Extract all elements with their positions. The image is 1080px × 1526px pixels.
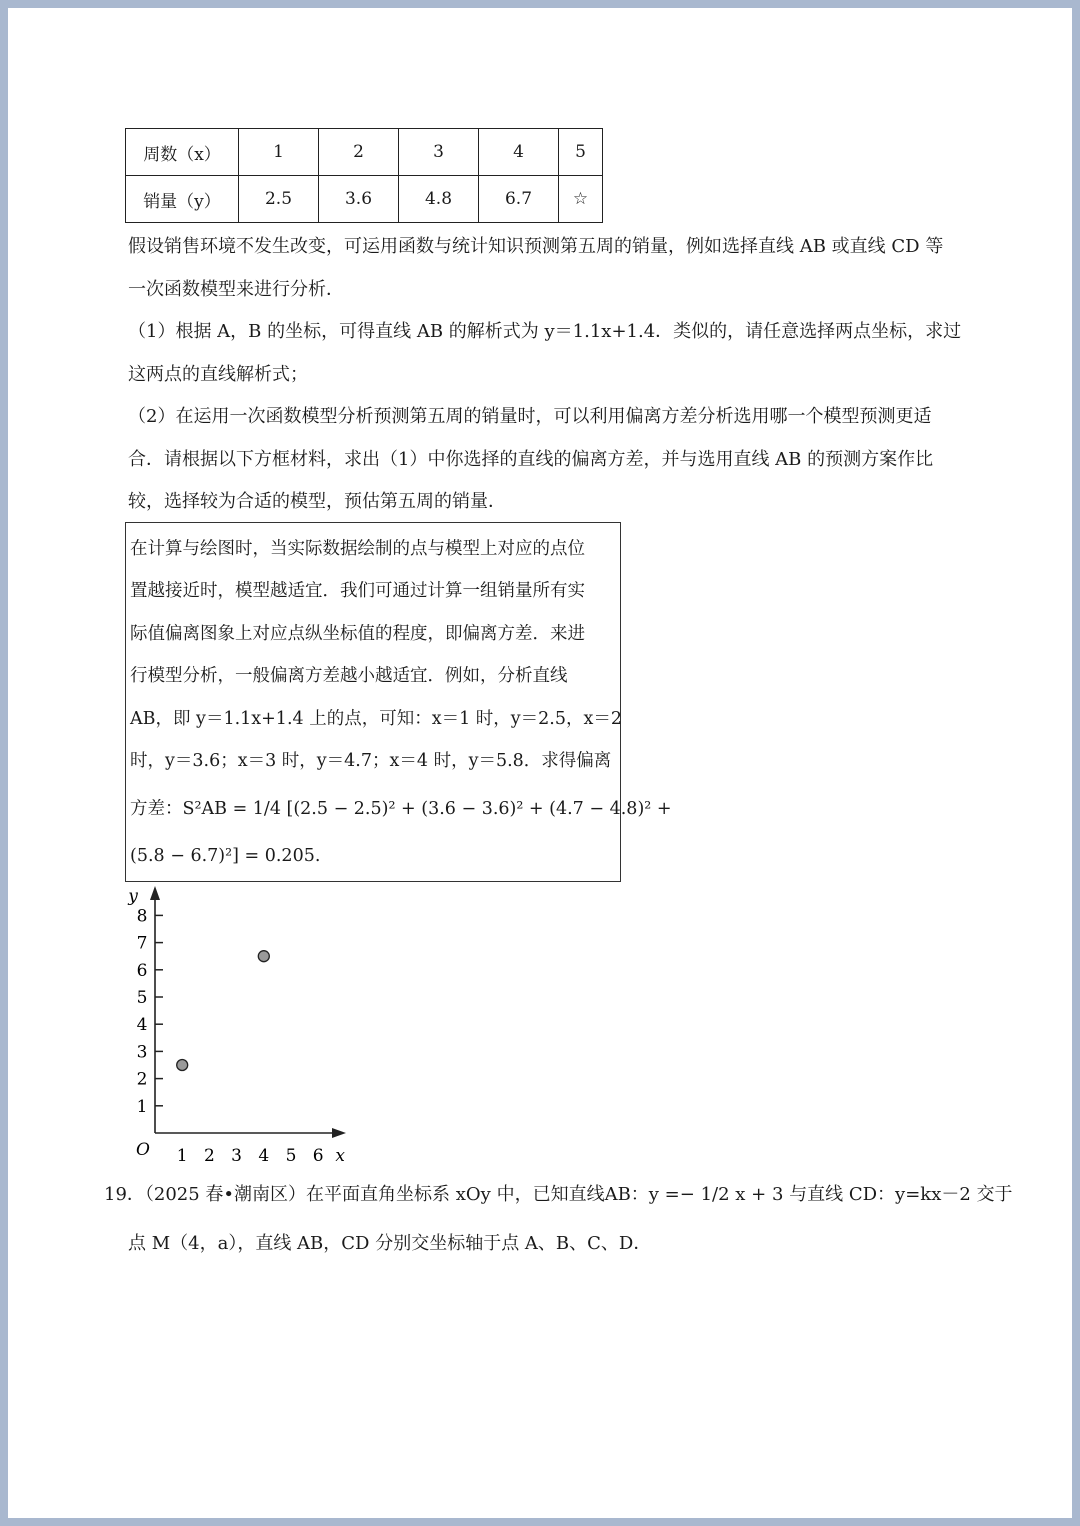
header-cell: 3 <box>399 129 479 176</box>
y-tick-label: 5 <box>136 988 148 1008</box>
x-tick-label: 5 <box>285 1146 297 1166</box>
y-tick-label: 6 <box>136 960 148 981</box>
row-cell: 3.6 <box>319 176 399 223</box>
document-page <box>8 8 1072 1518</box>
row-cell: 6.7 <box>479 176 559 223</box>
x-tick-label: 1 <box>176 1146 188 1166</box>
header-cell: 2 <box>319 129 399 176</box>
y-tick-label: 7 <box>136 933 148 954</box>
paragraph-line: 一次函数模型来进行分析． <box>128 279 344 300</box>
x-tick-label: 4 <box>258 1146 270 1166</box>
ticks-group <box>127 886 345 1166</box>
box-line: 行模型分析，一般偏离方差越小越适宜．例如，分析直线 <box>130 666 568 686</box>
y-tick-label: 2 <box>136 1069 148 1090</box>
x-axis-arrow <box>332 1128 346 1138</box>
question-19-line1: 19．（2025 春•潮南区）在平面直角坐标系 xOy 中，已知直线AB：y =− 1/2 x + 3 与直线 CD：y=kx－2 交于 <box>104 1184 1013 1205</box>
row-cell: 销量（y） <box>126 176 239 223</box>
paragraph-line: （2）在运用一次函数模型分析预测第五周的销量时，可以利用偏离方差分析选用哪一个模型预测更适 <box>128 406 932 427</box>
box-formula-line: 方差：S²AB = 1/4 [(2.5 − 2.5)² + (3.6 − 3.6)² + (4.7 − 4.8)² + <box>130 799 672 819</box>
box-line: 时，y＝3.6；x＝3 时，y＝4.7；x＝4 时，y＝5.8．求得偏离 <box>130 751 612 771</box>
paragraph-line: 假设销售环境不发生改变，可运用函数与统计知识预测第五周的销量，例如选择直线 AB 或直线 CD 等 <box>128 236 944 257</box>
box-line: AB，即 y＝1.1x+1.4 上的点，可知：x＝1 时，y＝2.5，x＝2 <box>130 709 622 729</box>
y-tick-label: 8 <box>136 906 148 927</box>
origin-label: O <box>136 1140 150 1160</box>
scatter-point <box>177 1060 188 1071</box>
paragraph-line: 较，选择较为合适的模型，预估第五周的销量． <box>128 491 506 512</box>
paragraph-line: 这两点的直线解析式； <box>128 364 308 385</box>
row-cell: ☆ <box>559 176 603 223</box>
box-line: 置越接近时，模型越适宜．我们可通过计算一组销量所有实 <box>130 581 585 601</box>
header-cell: 周数（x） <box>126 129 239 176</box>
box-line: (5.8 − 6.7)²] = 0.205. <box>130 846 321 866</box>
y-tick-label: 3 <box>136 1042 148 1063</box>
row-cell: 2.5 <box>239 176 319 223</box>
x-axis-label: x <box>335 1146 345 1166</box>
row-cell: 4.8 <box>399 176 479 223</box>
x-tick-label: 6 <box>312 1146 324 1166</box>
y-tick-label: 1 <box>136 1096 148 1117</box>
header-cell: 1 <box>239 129 319 176</box>
scatter-point <box>258 951 269 962</box>
box-line: 际值偏离图象上对应点纵坐标值的程度，即偏离方差．来进 <box>130 624 585 644</box>
x-tick-label: 2 <box>203 1146 215 1166</box>
header-cell: 4 <box>479 129 559 176</box>
x-tick-label: 3 <box>231 1146 243 1166</box>
scatter-chart <box>8 8 1072 1518</box>
paragraph-line: （1）根据 A，B 的坐标，可得直线 AB 的解析式为 y＝1.1x+1.4．类似的，请任意选择两点坐标，求过 <box>128 321 962 342</box>
y-axis-label: y <box>128 886 138 907</box>
header-cell: 5 <box>559 129 603 176</box>
paragraph-line: 合．请根据以下方框材料，求出（1）中你选择的直线的偏离方差，并与选用直线 AB 的预测方案作比 <box>128 449 934 470</box>
question-19-line2: 点 M（4，a），直线 AB，CD 分别交坐标轴于点 A、B、C、D． <box>128 1233 652 1254</box>
points-group <box>177 951 270 1071</box>
y-tick-label: 4 <box>136 1015 148 1036</box>
y-axis-arrow <box>150 886 160 900</box>
box-line: 在计算与绘图时，当实际数据绘制的点与模型上对应的点位 <box>130 539 585 559</box>
